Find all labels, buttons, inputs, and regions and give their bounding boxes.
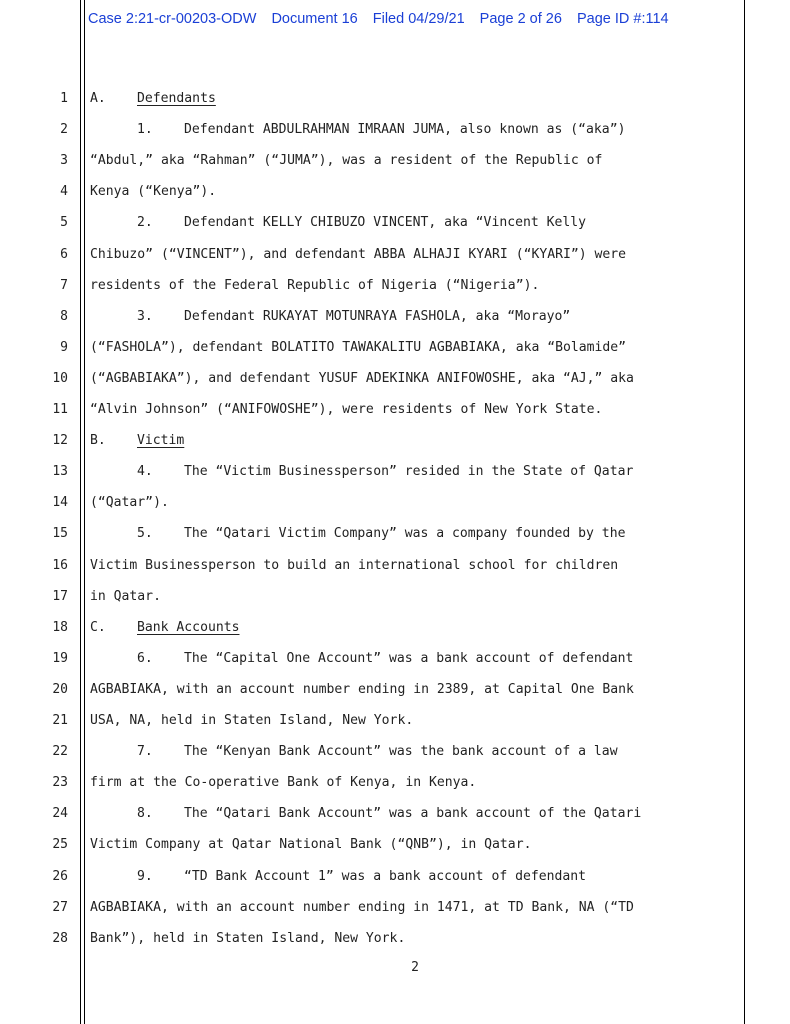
paragraph-text: (“AGBABIAKA”), and defendant YUSUF ADEKINKA ANIFOWOSHE, aka “AJ,” aka (90, 371, 634, 386)
paragraph-text: “Abdul,” aka “Rahman” (“JUMA”), was a resident of the Republic of (90, 153, 603, 168)
section-heading: Defendants (137, 91, 216, 106)
line-number: 19 (52, 651, 68, 666)
line-number: 15 (52, 526, 68, 541)
document-number: Document 16 (271, 11, 358, 27)
paragraph-text: The “Kenyan Bank Account” was the bank account of a law (184, 744, 618, 759)
paragraph-text: firm at the Co-operative Bank of Kenya, in Kenya. (90, 775, 477, 790)
left-margin-rule-outer (80, 0, 81, 1024)
section-label: A. (90, 91, 106, 106)
line-number: 21 (52, 713, 68, 728)
paragraph-text: Defendant RUKAYAT MOTUNRAYA FASHOLA, aka “Morayo” (184, 309, 571, 324)
paragraph-text: AGBABIAKA, with an account number ending in 2389, at Capital One Bank (90, 682, 634, 697)
line-number: 17 (52, 589, 68, 604)
paragraph-text: “Alvin Johnson” (“ANIFOWOSHE”), were residents of New York State. (90, 402, 603, 417)
line-number: 10 (52, 371, 68, 386)
page-count: Page 2 of 26 (479, 11, 562, 27)
paragraph-number: 3. (137, 309, 153, 324)
line-number: 1 (60, 91, 68, 106)
line-number: 18 (52, 620, 68, 635)
section-label: C. (90, 620, 106, 635)
paragraph-text: Defendant KELLY CHIBUZO VINCENT, aka “Vincent Kelly (184, 215, 587, 230)
line-number: 20 (52, 682, 68, 697)
page-id: Page ID #:114 (576, 11, 669, 27)
filing-header (88, 11, 748, 27)
paragraph-number: 4. (137, 464, 153, 479)
left-margin-rule-inner (84, 0, 85, 1024)
case-number: Case 2:21-cr-00203-ODW (88, 11, 257, 27)
section-heading: Bank Accounts (137, 620, 240, 635)
paragraph-text: “TD Bank Account 1” was a bank account of defendant (184, 869, 587, 884)
line-number: 23 (52, 775, 68, 790)
line-number: 12 (52, 433, 68, 448)
line-number: 24 (52, 806, 68, 821)
paragraph-text: Bank”), held in Staten Island, New York. (90, 931, 406, 946)
paragraph-text: The “Victim Businessperson” resided in the State of Qatar (184, 464, 634, 479)
section-label: B. (90, 433, 106, 448)
line-number: 13 (52, 464, 68, 479)
paragraph-number: 8. (137, 806, 153, 821)
paragraph-text: Victim Businessperson to build an international school for children (90, 558, 619, 573)
line-number: 26 (52, 869, 68, 884)
paragraph-text: (“Qatar”). (90, 495, 169, 510)
line-number: 5 (60, 215, 68, 230)
paragraph-number: 5. (137, 526, 153, 541)
paragraph-text: The “Capital One Account” was a bank account of defendant (184, 651, 634, 666)
line-number: 7 (60, 278, 68, 293)
paragraph-text: AGBABIAKA, with an account number ending in 1471, at TD Bank, NA (“TD (90, 900, 634, 915)
paragraph-text: The “Qatari Bank Account” was a bank account of the Qatari (184, 806, 642, 821)
line-number: 4 (60, 184, 68, 199)
paragraph-number: 6. (137, 651, 153, 666)
filed-date: Filed 04/29/21 (372, 11, 465, 27)
paragraph-text: Defendant ABDULRAHMAN IMRAAN JUMA, also known as (“aka”) (184, 122, 626, 137)
line-number: 22 (52, 744, 68, 759)
line-number: 6 (60, 247, 68, 262)
paragraph-number: 1. (137, 122, 153, 137)
page-number: 2 (411, 960, 419, 975)
paragraph-text: Chibuzo” (“VINCENT”), and defendant ABBA ALHAJI KYARI (“KYARI”) were (90, 247, 627, 262)
line-number: 27 (52, 900, 68, 915)
right-margin-rule (744, 0, 745, 1024)
line-number: 2 (60, 122, 68, 137)
paragraph-text: (“FASHOLA”), defendant BOLATITO TAWAKALITU AGBABIAKA, aka “Bolamide” (90, 340, 627, 355)
line-number: 11 (52, 402, 68, 417)
line-number: 14 (52, 495, 68, 510)
paragraph-text: The “Qatari Victim Company” was a company founded by the (184, 526, 626, 541)
paragraph-text: residents of the Federal Republic of Nigeria (“Nigeria”). (90, 278, 540, 293)
paragraph-number: 7. (137, 744, 153, 759)
line-number: 25 (52, 837, 68, 852)
paragraph-text: Kenya (“Kenya”). (90, 184, 217, 199)
paragraph-text: USA, NA, held in Staten Island, New York. (90, 713, 414, 728)
paragraph-text: in Qatar. (90, 589, 161, 604)
paragraph-text: Victim Company at Qatar National Bank (“QNB”), in Qatar. (90, 837, 532, 852)
line-number: 9 (60, 340, 68, 355)
paragraph-number: 2. (137, 215, 153, 230)
line-number: 16 (52, 558, 68, 573)
paragraph-number: 9. (137, 869, 153, 884)
line-number: 28 (52, 931, 68, 946)
line-number: 3 (60, 153, 68, 168)
section-heading: Victim (137, 433, 185, 448)
line-number: 8 (60, 309, 68, 324)
